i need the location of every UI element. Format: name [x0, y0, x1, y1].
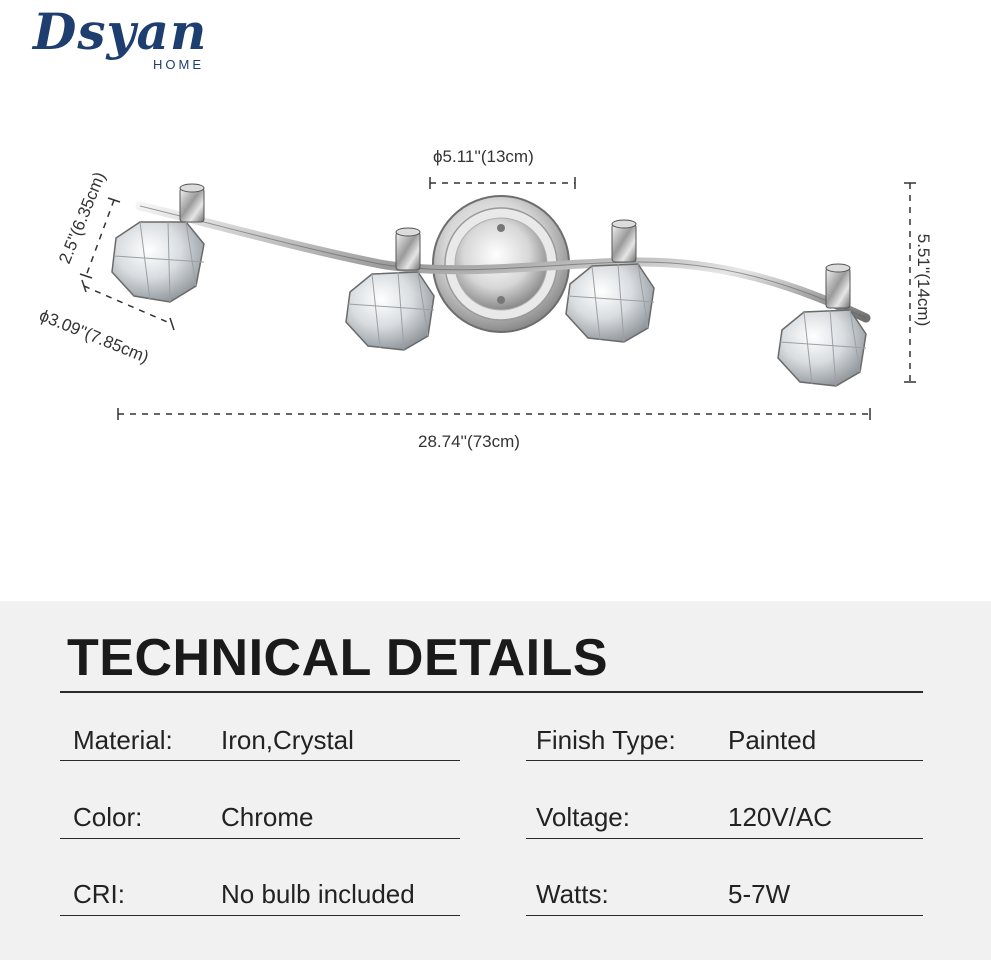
section-title: TECHNICAL DETAILS — [67, 629, 609, 687]
dimension-total-height-label: 5.51''(14cm) — [914, 233, 933, 327]
row-divider — [60, 915, 460, 916]
row-divider — [60, 838, 460, 839]
technical-details-panel — [0, 601, 991, 960]
spec-label-color: Color: — [73, 802, 143, 832]
spec-value-cri: No bulb included — [221, 879, 415, 909]
spec-value-watts: 5-7W — [728, 879, 791, 909]
row-divider — [60, 760, 460, 761]
spec-value-color: Chrome — [221, 802, 314, 832]
spec-label-watts: Watts: — [536, 879, 609, 909]
dimension-total-height — [913, 220, 933, 340]
row-divider — [526, 760, 923, 761]
spec-label-finish: Finish Type: — [536, 725, 676, 755]
spec-value-material: Iron,Crystal — [221, 725, 354, 755]
spec-label-material: Material: — [73, 725, 173, 755]
light-head-3 — [566, 220, 654, 342]
spec-value-finish: Painted — [728, 725, 817, 755]
spec-label-voltage: Voltage: — [536, 802, 630, 832]
spec-label-cri: CRI: — [73, 879, 125, 909]
title-rule — [60, 691, 923, 693]
dimension-total-length: 28.74''(73cm) — [418, 432, 520, 451]
row-divider — [526, 915, 923, 916]
brand-subtitle: HOME — [153, 57, 204, 72]
row-divider — [526, 838, 923, 839]
light-head-1 — [112, 184, 204, 302]
spec-value-voltage: 120V/AC — [728, 802, 833, 832]
dimension-plate-diameter: ϕ5.11''(13cm) — [433, 147, 534, 166]
brand-name: Dsyan — [33, 2, 208, 61]
light-head-2 — [346, 228, 434, 350]
dimension-shade-diameter: ϕ3.09''(7.85cm) — [36, 305, 152, 367]
light-head-4 — [778, 264, 866, 386]
dimension-shade-height: 2.5''(6.35cm) — [55, 169, 110, 267]
